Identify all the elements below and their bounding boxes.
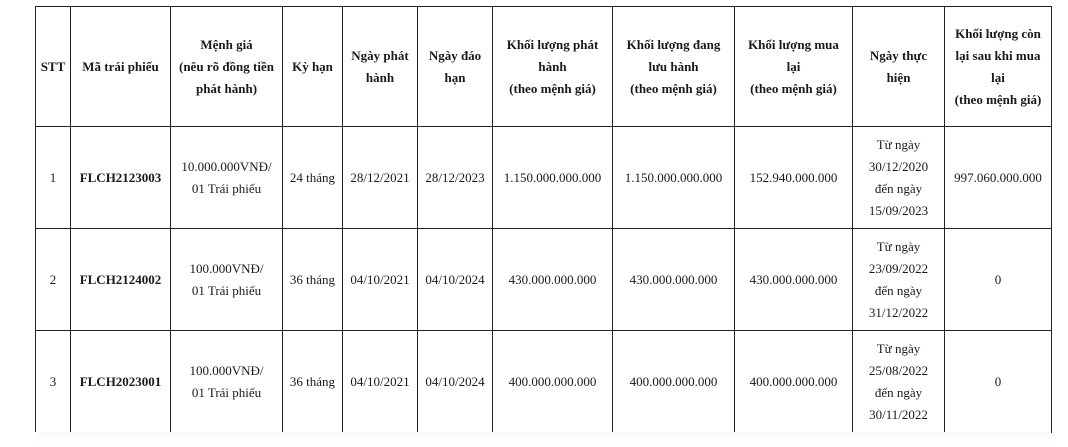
- cell-stt: 3: [36, 331, 71, 433]
- cell-maturity-date: 04/10/2024: [418, 331, 493, 433]
- header-issue-date: Ngày phát hành: [343, 7, 418, 127]
- cell-issue-date: 28/12/2021: [343, 127, 418, 229]
- cell-outstanding-volume: 430.000.000.000: [613, 229, 735, 331]
- cell-face-value: 100.000VNĐ/ 01 Trái phiếu: [171, 331, 283, 433]
- cell-bond-code: FLCH2023001: [71, 331, 171, 433]
- cell-term: 36 tháng: [283, 331, 343, 433]
- header-bond-code: Mã trái phiếu: [71, 7, 171, 127]
- header-remaining-volume: Khối lượng còn lại sau khi mua lại (theo mệnh giá): [945, 7, 1052, 127]
- cell-issued-volume: 430.000.000.000: [493, 229, 613, 331]
- cell-maturity-date: 28/12/2023: [418, 127, 493, 229]
- header-term: Kỳ hạn: [283, 7, 343, 127]
- header-buyback-volume: Khối lượng mua lại (theo mệnh giá): [735, 7, 853, 127]
- cell-maturity-date: 04/10/2024: [418, 229, 493, 331]
- cell-issue-date: 04/10/2021: [343, 331, 418, 433]
- cell-buyback-volume: 400.000.000.000: [735, 331, 853, 433]
- header-execution-date: Ngày thực hiện: [853, 7, 945, 127]
- cell-remaining-volume: 997.060.000.000: [945, 127, 1052, 229]
- cell-stt: 1: [36, 127, 71, 229]
- table-row: [36, 229, 1052, 331]
- table-row: [36, 331, 1052, 433]
- cell-outstanding-volume: 1.150.000.000.000: [613, 127, 735, 229]
- cell-buyback-volume: 152.940.000.000: [735, 127, 853, 229]
- header-face-value: Mệnh giá (nêu rõ đồng tiền phát hành): [171, 7, 283, 127]
- header-issued-volume: Khối lượng phát hành (theo mệnh giá): [493, 7, 613, 127]
- cell-stt: 2: [36, 229, 71, 331]
- cell-issued-volume: 400.000.000.000: [493, 331, 613, 433]
- cell-bond-code: FLCH2124002: [71, 229, 171, 331]
- cell-outstanding-volume: 400.000.000.000: [613, 331, 735, 433]
- table-header-row: [36, 7, 1052, 127]
- table-row: [36, 127, 1052, 229]
- cell-remaining-volume: 0: [945, 331, 1052, 433]
- header-outstanding-volume: Khối lượng đang lưu hành (theo mệnh giá): [613, 7, 735, 127]
- cell-term: 24 tháng: [283, 127, 343, 229]
- cell-issued-volume: 1.150.000.000.000: [493, 127, 613, 229]
- header-stt: STT: [36, 7, 71, 127]
- cell-execution-date: Từ ngày 30/12/2020 đến ngày 15/09/2023: [853, 127, 945, 229]
- cell-face-value: 10.000.000VNĐ/ 01 Trái phiếu: [171, 127, 283, 229]
- cell-execution-date: Từ ngày 25/08/2022 đến ngày 30/11/2022: [853, 331, 945, 433]
- cell-buyback-volume: 430.000.000.000: [735, 229, 853, 331]
- cell-execution-date: Từ ngày 23/09/2022 đến ngày 31/12/2022: [853, 229, 945, 331]
- cell-bond-code: FLCH2123003: [71, 127, 171, 229]
- cell-face-value: 100.000VNĐ/ 01 Trái phiếu: [171, 229, 283, 331]
- bond-buyback-table: [35, 6, 1052, 433]
- page-continuation-edge: [35, 432, 1051, 447]
- cell-issue-date: 04/10/2021: [343, 229, 418, 331]
- cell-term: 36 tháng: [283, 229, 343, 331]
- header-maturity-date: Ngày đáo hạn: [418, 7, 493, 127]
- cell-remaining-volume: 0: [945, 229, 1052, 331]
